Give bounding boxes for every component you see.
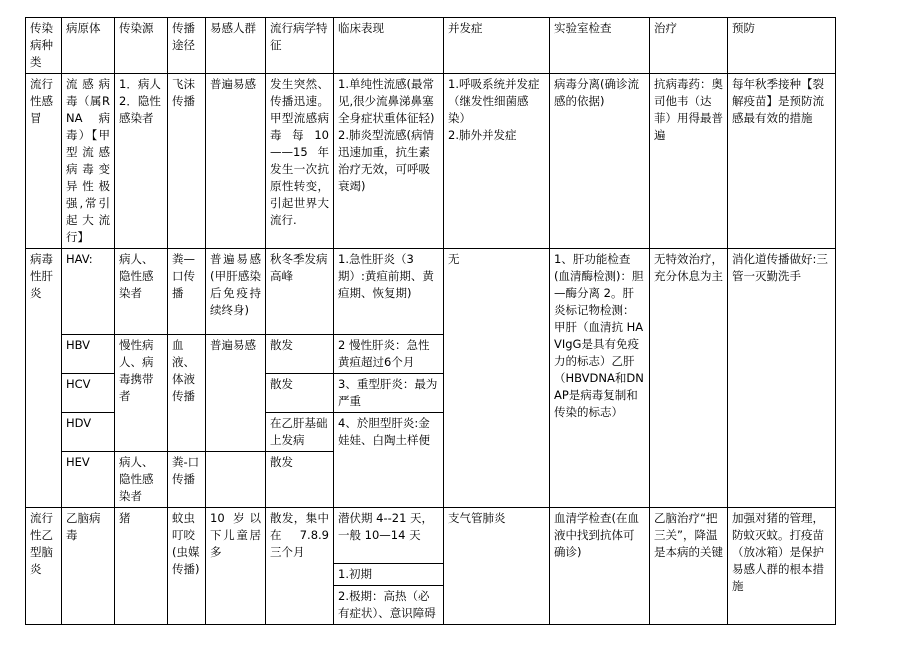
complication-cell: 1.呼吸系统并发症（继发性细菌感染） 2.肺外并发症 [444,74,550,249]
route-cell: 飞沫传播 [168,74,206,249]
header-cell: 传染病种类 [26,18,62,74]
complication-cell: 支气管肺炎 [444,508,550,625]
source-cell: 猪 [115,508,168,625]
clinical-cell: 4、於胆型肝炎:金娃娃、白陶土样便 [334,413,444,508]
epidemiology-cell: 发生突然、传播迅速。甲型流感病毒每10——15年发生一次抗原性转变，引起世界大流行. [266,74,334,249]
source-cell: 病人、隐性感染者 [115,249,168,335]
prevention-cell: 每年秋季接种【裂解疫苗】是预防流感最有效的措施 [728,74,836,249]
susceptible-cell: 10 岁以下儿童居多 [206,508,266,625]
pathogen-cell: 乙脑病毒 [62,508,115,625]
header-cell: 传播途径 [168,18,206,74]
susceptible-cell: 普遍易感 [206,74,266,249]
header-cell: 临床表现 [334,18,444,74]
route-cell: 粪-口传播 [168,452,206,508]
header-cell: 易感人群 [206,18,266,74]
route-cell: 蚊虫叮咬(虫媒传播) [168,508,206,625]
clinical-cell: 2.极期：高热（必有症状）、意识障碍 [334,586,444,625]
lab-cell: 1、肝功能检查(血清酶检测)：胆—酶分离 2。肝炎标记物检测：甲肝（血清抗 HAVIgG是具有免疫力的标志）乙肝（HBVDNA和DNAP是病毒复制和传染的标志） [550,249,650,508]
clinical-cell: 1.急性肝炎（3期）:黄疸前期、黄疸期、恢复期) [334,249,444,335]
susceptible-cell [206,452,266,508]
header-cell: 治疗 [650,18,728,74]
document-page [25,17,836,625]
table-row-influenza [26,74,836,249]
pathogen-cell: HCV [62,374,115,413]
prevention-cell: 加强对猪的管理，防蚊灭蚊。打疫苗（放冰箱）是保护易感人群的根本措施 [728,508,836,625]
lab-cell: 病毒分离(确诊流感的依据) [550,74,650,249]
epidemiology-cell: 秋冬季发病高峰 [266,249,334,335]
pathogen-cell: 流感病毒（属RNA病毒）【甲型流感病毒变异性极强,常引起大流行】 [62,74,115,249]
header-cell: 预防 [728,18,836,74]
complication-cell: 无 [444,249,550,508]
lab-cell: 血清学检查(在血液中找到抗体可确诊) [550,508,650,625]
header-cell: 并发症 [444,18,550,74]
source-cell: 病人、隐性感染者 [115,452,168,508]
susceptible-cell: 普遍易感 [206,335,266,452]
clinical-cell: 潜伏期 4--21 天，一般 10—14 天 [334,508,444,564]
route-cell: 粪—口传播 [168,249,206,335]
table-row-hav [26,249,836,335]
pathogen-cell: HDV [62,413,115,452]
clinical-cell: 1.初期 [334,564,444,586]
disease-name-cell: 流行性乙型脑炎 [26,508,62,625]
header-cell: 实验室检查 [550,18,650,74]
pathogen-cell: HEV [62,452,115,508]
header-row [26,18,836,74]
header-cell: 流行病学特征 [266,18,334,74]
treatment-cell: 乙脑治疗“把三关”，降温是本病的关键 [650,508,728,625]
treatment-cell: 抗病毒药：奥司他韦（达菲）用得最普遍 [650,74,728,249]
pathogen-cell: HBV [62,335,115,374]
header-cell: 病原体 [62,18,115,74]
epidemiology-cell: 散发 [266,335,334,374]
clinical-cell: 1.单纯性流感(最常见,很少流鼻涕鼻塞全身症状重体征轻) 2.肺炎型流感(病情迅速加重，抗生素治疗无效，可呼吸衰竭) [334,74,444,249]
source-cell: 1．病人2．隐性感染者 [115,74,168,249]
disease-name-cell: 病毒性肝炎 [26,249,62,508]
epidemiology-cell: 散发，集中在 7.8.9 三个月 [266,508,334,625]
susceptible-cell: 普遍易感(甲肝感染后免疫持续终身) [206,249,266,335]
header-cell: 传染源 [115,18,168,74]
infectious-disease-table [25,17,836,625]
epidemiology-cell: 在乙肝基础上发病 [266,413,334,452]
clinical-cell: 3、重型肝炎：最为严重 [334,374,444,413]
epidemiology-cell: 散发 [266,374,334,413]
route-cell: 血液、体液传播 [168,335,206,452]
disease-name-cell: 流行性感冒 [26,74,62,249]
table-row-encephalitis [26,508,836,564]
epidemiology-cell: 散发 [266,452,334,508]
clinical-cell: 2 慢性肝炎：急性黄疸超过6个月 [334,335,444,374]
prevention-cell: 消化道传播做好:三管一灭勤洗手 [728,249,836,508]
source-cell: 慢性病人、病毒携带者 [115,335,168,452]
pathogen-cell: HAV: [62,249,115,335]
treatment-cell: 无特效治疗，充分休息为主 [650,249,728,508]
